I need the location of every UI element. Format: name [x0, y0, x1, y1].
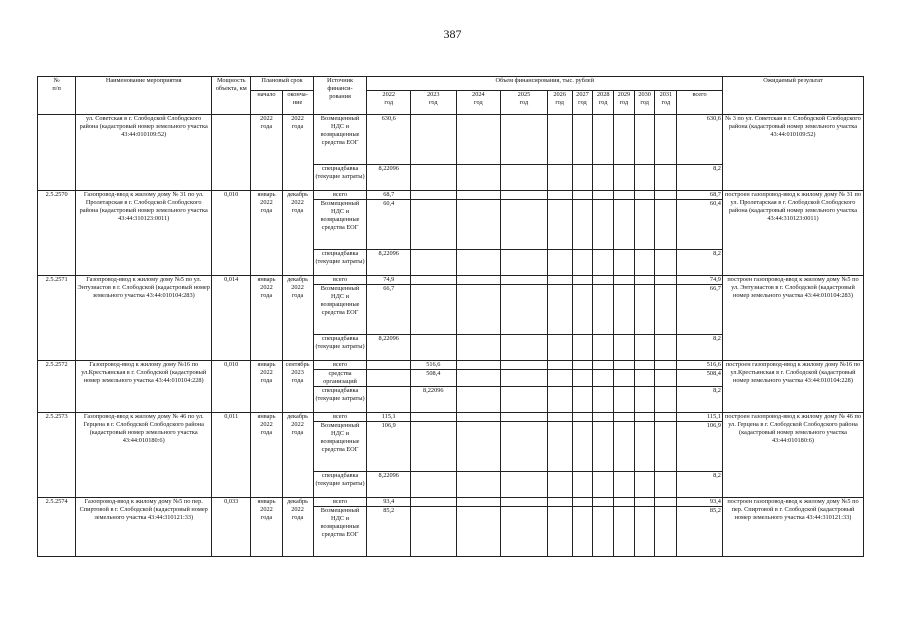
- row-number: 2.5.2574: [38, 498, 76, 557]
- row-year-value: [410, 200, 456, 250]
- row-result: построен газопровод-ввод к жилому дому № 46 по ул. Герцена в г. Слободской Слободского района (кадастровый номер земельного участка 43:44:010180:6): [722, 413, 863, 498]
- row-year-value: [367, 361, 411, 370]
- row-year-value: 66,7: [367, 285, 411, 335]
- row-year-value: [456, 413, 501, 422]
- row-year-value: 8,22096: [367, 335, 411, 361]
- row-start: январь 2022 года: [251, 191, 282, 276]
- row-year-value: [593, 507, 614, 557]
- header-period: Плановый срок: [251, 77, 313, 91]
- row-year-value: [501, 507, 548, 557]
- row-year-value: [572, 285, 593, 335]
- row-year-value: [572, 370, 593, 387]
- row-year-value: [410, 413, 456, 422]
- row-name: Газопровод-ввод к жилому дому № 31 по ул. Пролетарская в г. Слободской Слободского района (кадастровый номер земельного участка 43:44:310123:0011): [76, 191, 212, 276]
- row-capacity: 0,011: [212, 413, 251, 498]
- row-year-value: [593, 413, 614, 422]
- row-year-value: [614, 335, 635, 361]
- row-year-value: [614, 507, 635, 557]
- header-year: 2031 год: [655, 91, 677, 115]
- row-year-value: [614, 200, 635, 250]
- row-year-value: [547, 472, 572, 498]
- row-year-value: [614, 191, 635, 200]
- row-year-value: [456, 250, 501, 276]
- header-row: [38, 77, 864, 91]
- header-year: 2024 год: [456, 91, 501, 115]
- row-year-value: [367, 370, 411, 387]
- row-year-value: [410, 472, 456, 498]
- row-year-value: [655, 285, 677, 335]
- row-name: Газопровод-ввод к жилому дому №16 по ул.Крестьянская в г. Слободской (кадастровый номер земельного участка 43:44:010104:228): [76, 361, 212, 413]
- header-year: всего: [677, 91, 723, 115]
- row-year-value: [501, 335, 548, 361]
- row-year-value: [456, 361, 501, 370]
- row-year-value: [593, 472, 614, 498]
- row-year-value: [614, 250, 635, 276]
- row-year-value: [572, 200, 593, 250]
- row-name: Газопровод-ввод к жилому дому №5 по пер. Спиртовой в г. Слободской (кадастровый номер земельного участка 43:44:310121:33): [76, 498, 212, 557]
- row-year-value: 85,2: [367, 507, 411, 557]
- row-result: № 3 по ул. Советская в г. Слободской Слободского района (кадастровый номер земельного участка 43:44:010109:52): [722, 115, 863, 191]
- row-end: сентябрь 2023 года: [282, 361, 313, 413]
- row-year-value: 8,22096: [367, 472, 411, 498]
- row-year-value: 516,6: [410, 361, 456, 370]
- row-year-value: [572, 413, 593, 422]
- row-year-value: [655, 472, 677, 498]
- row-year-value: 74,9: [367, 276, 411, 285]
- header-year: 2027 год: [572, 91, 593, 115]
- row-year-value: [572, 250, 593, 276]
- row-year-value: [456, 285, 501, 335]
- row-year-value: [634, 387, 655, 413]
- row-total: 115,1: [677, 413, 723, 422]
- row-year-value: 8,22096: [367, 250, 411, 276]
- header-source: Источник финанси- рования: [313, 77, 367, 115]
- row-year-value: [456, 498, 501, 507]
- row-year-value: [501, 422, 548, 472]
- row-year-value: [593, 422, 614, 472]
- row-year-value: [614, 361, 635, 370]
- row-source: спецнадбавка (текущие затраты): [313, 472, 367, 498]
- row-year-value: [614, 276, 635, 285]
- row-year-value: [501, 387, 548, 413]
- row-year-value: [456, 370, 501, 387]
- row-end: декабрь 2022 года: [282, 276, 313, 361]
- header-name: Наименование мероприятия: [76, 77, 212, 115]
- row-result: построен газопровод-ввод к жилому дому №5 по ул. Энтузиастов в г. Слободской (кадастровый номер земельного участка 43:44:010104:283): [722, 276, 863, 361]
- row-year-value: [456, 200, 501, 250]
- row-year-value: [593, 335, 614, 361]
- row-year-value: [547, 200, 572, 250]
- header-year: 2023 год: [410, 91, 456, 115]
- row-source: спецнадбавка (текущие затраты): [313, 250, 367, 276]
- row-start: январь 2022 года: [251, 413, 282, 498]
- header-volume: Объем финансирования, тыс. рублей: [367, 77, 722, 91]
- row-source: Возмещенный НДС и возвращенные средства ЕОГ: [313, 200, 367, 250]
- row-year-value: [634, 422, 655, 472]
- row-year-value: 106,9: [367, 422, 411, 472]
- row-year-value: [410, 498, 456, 507]
- row-year-value: [547, 413, 572, 422]
- row-year-value: [410, 276, 456, 285]
- row-start: январь 2022 года: [251, 361, 282, 413]
- row-total: 630,6: [677, 115, 723, 165]
- row-year-value: [634, 498, 655, 507]
- row-year-value: [593, 276, 614, 285]
- row-number: 2.5.2571: [38, 276, 76, 361]
- row-year-value: [501, 498, 548, 507]
- row-year-value: [572, 191, 593, 200]
- row-year-value: [410, 335, 456, 361]
- row-year-value: [547, 191, 572, 200]
- row-year-value: [501, 200, 548, 250]
- row-total: 93,4: [677, 498, 723, 507]
- row-year-value: [593, 115, 614, 165]
- row-name: ул. Советская в г. Слободской Слободского района (кадастровый номер земельного участка 43:44:010109:52): [76, 115, 212, 191]
- row-year-value: [547, 370, 572, 387]
- row-capacity: 0,033: [212, 498, 251, 557]
- row-year-value: 8,22096: [410, 387, 456, 413]
- row-year-value: [572, 361, 593, 370]
- header-year: 2028 год: [593, 91, 614, 115]
- row-source: Возмещенный НДС и возвращенные средства ЕОГ: [313, 507, 367, 557]
- row-end: декабрь 2022 года: [282, 498, 313, 557]
- row-year-value: [593, 200, 614, 250]
- row-year-value: [456, 335, 501, 361]
- table-row: [38, 498, 864, 507]
- row-year-value: [572, 335, 593, 361]
- row-year-value: [501, 276, 548, 285]
- row-year-value: [655, 387, 677, 413]
- header-year: 2025 год: [501, 91, 548, 115]
- row-year-value: [655, 191, 677, 200]
- row-source: спецнадбавка (текущие затраты): [313, 165, 367, 191]
- row-year-value: [410, 115, 456, 165]
- row-year-value: [410, 422, 456, 472]
- row-source: Возмещенный НДС и возвращенные средства ЕОГ: [313, 115, 367, 165]
- row-year-value: [593, 165, 614, 191]
- row-year-value: [572, 472, 593, 498]
- row-source: всего: [313, 361, 367, 370]
- row-year-value: [547, 498, 572, 507]
- row-year-value: [572, 115, 593, 165]
- row-total: 68,7: [677, 191, 723, 200]
- table-row: [38, 361, 864, 370]
- row-result: построен газопровод-ввод к жилому дому №16 по ул.Крестьянская в г. Слободской (кадастровый номер земельного участка 43:44:010104:228): [722, 361, 863, 413]
- row-year-value: [501, 250, 548, 276]
- row-year-value: [501, 165, 548, 191]
- row-number: 2.5.2573: [38, 413, 76, 498]
- row-year-value: [614, 165, 635, 191]
- row-source: всего: [313, 413, 367, 422]
- row-year-value: 630,6: [367, 115, 411, 165]
- row-year-value: [501, 472, 548, 498]
- row-year-value: [456, 191, 501, 200]
- header-year: 2026 год: [547, 91, 572, 115]
- row-year-value: [614, 387, 635, 413]
- row-total: 66,7: [677, 285, 723, 335]
- row-source: всего: [313, 498, 367, 507]
- row-total: 85,2: [677, 507, 723, 557]
- row-year-value: [593, 285, 614, 335]
- row-year-value: [634, 413, 655, 422]
- row-year-value: [547, 387, 572, 413]
- row-total: 8,2: [677, 250, 723, 276]
- row-start: 2022 года: [251, 115, 282, 191]
- header-year: 2029 год: [614, 91, 635, 115]
- row-end: 2022 года: [282, 115, 313, 191]
- row-total: 8,2: [677, 165, 723, 191]
- row-year-value: [655, 276, 677, 285]
- row-source: средства организаций: [313, 370, 367, 387]
- row-year-value: [634, 115, 655, 165]
- row-year-value: [410, 165, 456, 191]
- row-year-value: [410, 250, 456, 276]
- table-row: [38, 191, 864, 200]
- row-year-value: [614, 472, 635, 498]
- row-year-value: [501, 413, 548, 422]
- row-year-value: [634, 361, 655, 370]
- row-source: всего: [313, 191, 367, 200]
- row-source: Возмещенный НДС и возвращенные средства ЕОГ: [313, 285, 367, 335]
- row-capacity: [212, 115, 251, 191]
- row-year-value: 8,22096: [367, 165, 411, 191]
- row-year-value: [634, 250, 655, 276]
- row-year-value: [501, 285, 548, 335]
- header-result: Ожидаемый результат: [722, 77, 863, 115]
- row-year-value: [655, 115, 677, 165]
- row-source: Возмещенный НДС и возвращенные средства ЕОГ: [313, 422, 367, 472]
- row-source: спецнадбавка (текущие затраты): [313, 335, 367, 361]
- row-year-value: [501, 370, 548, 387]
- table-row: [38, 115, 864, 165]
- row-number: [38, 115, 76, 191]
- row-year-value: [614, 498, 635, 507]
- row-year-value: [634, 335, 655, 361]
- row-year-value: [614, 422, 635, 472]
- row-year-value: [367, 387, 411, 413]
- row-year-value: [547, 507, 572, 557]
- table-row: [38, 413, 864, 422]
- row-year-value: [456, 507, 501, 557]
- row-year-value: [593, 370, 614, 387]
- row-source: всего: [313, 276, 367, 285]
- row-year-value: [655, 507, 677, 557]
- row-capacity: 0,014: [212, 276, 251, 361]
- row-year-value: [634, 165, 655, 191]
- row-year-value: [501, 191, 548, 200]
- row-year-value: [547, 285, 572, 335]
- row-year-value: [634, 507, 655, 557]
- row-year-value: [614, 115, 635, 165]
- row-year-value: [655, 250, 677, 276]
- row-year-value: [614, 285, 635, 335]
- row-year-value: [501, 361, 548, 370]
- row-year-value: 68,7: [367, 191, 411, 200]
- row-year-value: [655, 370, 677, 387]
- row-year-value: [634, 191, 655, 200]
- row-year-value: [547, 250, 572, 276]
- row-number: 2.5.2570: [38, 191, 76, 276]
- row-year-value: [547, 335, 572, 361]
- row-start: январь 2022 года: [251, 276, 282, 361]
- row-year-value: [456, 165, 501, 191]
- row-year-value: [614, 413, 635, 422]
- row-start: январь 2022 года: [251, 498, 282, 557]
- row-total: 106,9: [677, 422, 723, 472]
- row-year-value: [456, 387, 501, 413]
- row-capacity: 0,010: [212, 191, 251, 276]
- row-year-value: [634, 472, 655, 498]
- row-year-value: [572, 498, 593, 507]
- row-year-value: [655, 200, 677, 250]
- row-year-value: [501, 115, 548, 165]
- row-year-value: [655, 498, 677, 507]
- row-year-value: [655, 413, 677, 422]
- row-end: декабрь 2022 года: [282, 191, 313, 276]
- row-year-value: [547, 165, 572, 191]
- row-name: Газопровод-ввод к жилому дому № 46 по ул. Герцена в г. Слободской Слободского района (кадастровый номер земельного участка 43:44:010180:6): [76, 413, 212, 498]
- row-year-value: [593, 361, 614, 370]
- row-total: 60,4: [677, 200, 723, 250]
- row-total: 8,2: [677, 387, 723, 413]
- row-year-value: [456, 422, 501, 472]
- header-year: 2030 год: [634, 91, 655, 115]
- row-year-value: [572, 165, 593, 191]
- row-year-value: [634, 370, 655, 387]
- row-year-value: [614, 370, 635, 387]
- row-total: 516,6: [677, 361, 723, 370]
- row-end: декабрь 2022 года: [282, 413, 313, 498]
- row-total: 8,2: [677, 472, 723, 498]
- row-year-value: [634, 285, 655, 335]
- row-year-value: [593, 387, 614, 413]
- row-total: 508,4: [677, 370, 723, 387]
- page-number: 387: [443, 27, 462, 41]
- row-year-value: [593, 498, 614, 507]
- row-year-value: [547, 115, 572, 165]
- row-year-value: [410, 285, 456, 335]
- row-year-value: [456, 115, 501, 165]
- header-capacity: Мощность объекта, км: [212, 77, 251, 115]
- row-year-value: [547, 422, 572, 472]
- row-capacity: 0,010: [212, 361, 251, 413]
- row-year-value: [456, 276, 501, 285]
- row-year-value: [572, 387, 593, 413]
- row-year-value: [634, 200, 655, 250]
- row-source: спецнадбавка (текущие затраты): [313, 387, 367, 413]
- row-number: 2.5.2572: [38, 361, 76, 413]
- header-period-end: оконча- ние: [282, 91, 313, 115]
- row-year-value: [572, 507, 593, 557]
- row-year-value: [655, 361, 677, 370]
- row-year-value: [655, 165, 677, 191]
- row-total: 74,9: [677, 276, 723, 285]
- row-year-value: [593, 250, 614, 276]
- row-year-value: 508,4: [410, 370, 456, 387]
- row-year-value: 93,4: [367, 498, 411, 507]
- financing-table: [37, 76, 864, 557]
- row-year-value: [456, 472, 501, 498]
- row-year-value: [655, 335, 677, 361]
- header-year: 2022 год: [367, 91, 411, 115]
- row-result: построен газопровод-ввод к жилому дому № 31 по ул. Пролетарская в г. Слободской Слободского района (кадастровый номер земельного участка 43:44:310123:0011): [722, 191, 863, 276]
- row-year-value: [572, 276, 593, 285]
- row-total: 8,2: [677, 335, 723, 361]
- table-row: [38, 276, 864, 285]
- row-year-value: [655, 422, 677, 472]
- row-year-value: 115,1: [367, 413, 411, 422]
- row-year-value: 60,4: [367, 200, 411, 250]
- row-year-value: [593, 191, 614, 200]
- row-year-value: [410, 507, 456, 557]
- row-year-value: [410, 191, 456, 200]
- row-name: Газопровод-ввод к жилому дому №5 по ул. Энтузиастов в г. Слободской (кадастровый номер земельного участка 43:44:010104:283): [76, 276, 212, 361]
- header-period-start: начало: [251, 91, 282, 115]
- row-result: построен газопровод-ввод к жилому дому №5 по пер. Спиртовой в г. Слободской (кадастровый номер земельного участка 43:44:310121:33): [722, 498, 863, 557]
- row-year-value: [547, 361, 572, 370]
- row-year-value: [634, 276, 655, 285]
- row-year-value: [547, 276, 572, 285]
- header-num: № п/п: [38, 77, 76, 115]
- row-year-value: [572, 422, 593, 472]
